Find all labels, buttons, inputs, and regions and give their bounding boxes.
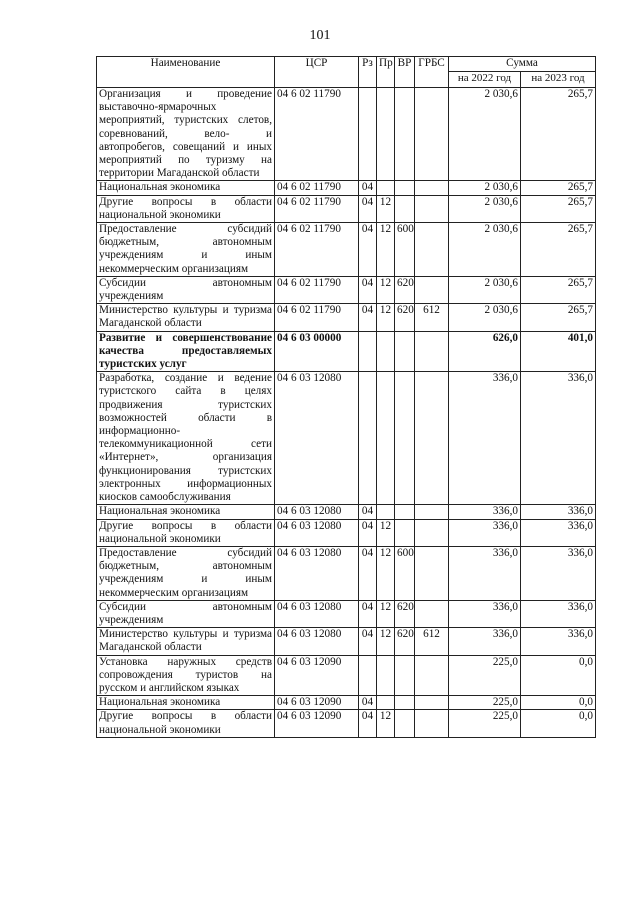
table-row xyxy=(97,696,596,710)
row-rz xyxy=(359,372,377,505)
row-pr xyxy=(377,88,395,181)
row-grbs xyxy=(415,195,449,222)
row-sum-2023: 0,0 xyxy=(521,696,596,710)
row-rz: 04 xyxy=(359,181,377,195)
header-sum: Сумма xyxy=(449,57,596,72)
row-vr: 600 xyxy=(395,223,415,277)
row-pr: 12 xyxy=(377,276,395,303)
table-row xyxy=(97,276,596,303)
row-sum-2023: 336,0 xyxy=(521,372,596,505)
row-sum-2023: 336,0 xyxy=(521,628,596,655)
row-grbs: 612 xyxy=(415,628,449,655)
row-pr xyxy=(377,505,395,519)
row-vr xyxy=(395,195,415,222)
row-name: Разработка, создание и ведение туристского сайта в целях продвижения туристских возможностей области в информационно-телекоммуникационной сети «Интернет», организация функционирования туристских электронных информационных киосков самообслуживания xyxy=(97,372,275,505)
row-sum-2023: 401,0 xyxy=(521,331,596,372)
row-vr: 620 xyxy=(395,304,415,331)
row-grbs xyxy=(415,223,449,277)
row-sum-2022: 336,0 xyxy=(449,628,521,655)
row-pr: 12 xyxy=(377,223,395,277)
header-csr: ЦСР xyxy=(275,57,359,88)
row-csr: 04 6 03 00000 xyxy=(275,331,359,372)
row-grbs xyxy=(415,519,449,546)
table-row xyxy=(97,88,596,181)
row-sum-2022: 336,0 xyxy=(449,546,521,600)
row-vr xyxy=(395,181,415,195)
row-pr: 12 xyxy=(377,628,395,655)
row-vr: 620 xyxy=(395,628,415,655)
row-name: Другие вопросы в области национальной экономики xyxy=(97,710,275,737)
header-rz: Рз xyxy=(359,57,377,88)
row-grbs xyxy=(415,181,449,195)
row-grbs xyxy=(415,372,449,505)
row-grbs xyxy=(415,546,449,600)
table-row xyxy=(97,181,596,195)
row-sum-2022: 336,0 xyxy=(449,372,521,505)
row-rz: 04 xyxy=(359,505,377,519)
row-vr xyxy=(395,655,415,696)
row-pr: 12 xyxy=(377,519,395,546)
header-name: Наименование xyxy=(97,57,275,88)
table-row xyxy=(97,519,596,546)
row-vr xyxy=(395,331,415,372)
table-row xyxy=(97,304,596,331)
row-csr: 04 6 03 12080 xyxy=(275,628,359,655)
header-year-2022: на 2022 год xyxy=(449,72,521,88)
row-name: Предоставление субсидий бюджетным, автономным учреждениям и иным некоммерческим организациям xyxy=(97,223,275,277)
row-csr: 04 6 02 11790 xyxy=(275,223,359,277)
row-name: Организация и проведение выставочно-ярмарочных мероприятий, туристских слетов, соревнований, вело- и автопробегов, совещаний и иных мероприятий по туризму на территории Магаданской области xyxy=(97,88,275,181)
row-vr: 620 xyxy=(395,276,415,303)
row-name: Субсидии автономным учреждениям xyxy=(97,276,275,303)
row-vr xyxy=(395,696,415,710)
row-csr: 04 6 03 12080 xyxy=(275,519,359,546)
header-vr: ВР xyxy=(395,57,415,88)
row-sum-2022: 2 030,6 xyxy=(449,88,521,181)
row-vr: 620 xyxy=(395,600,415,627)
row-rz xyxy=(359,331,377,372)
table-row xyxy=(97,372,596,505)
row-sum-2023: 265,7 xyxy=(521,223,596,277)
table-row xyxy=(97,195,596,222)
row-sum-2023: 0,0 xyxy=(521,710,596,737)
row-csr: 04 6 03 12090 xyxy=(275,655,359,696)
row-rz: 04 xyxy=(359,710,377,737)
row-csr: 04 6 02 11790 xyxy=(275,88,359,181)
row-sum-2023: 336,0 xyxy=(521,519,596,546)
row-grbs xyxy=(415,696,449,710)
row-pr xyxy=(377,655,395,696)
row-rz: 04 xyxy=(359,628,377,655)
row-name: Министерство культуры и туризма Магаданской области xyxy=(97,628,275,655)
row-csr: 04 6 03 12080 xyxy=(275,505,359,519)
table-header xyxy=(97,57,596,88)
row-csr: 04 6 02 11790 xyxy=(275,304,359,331)
row-rz: 04 xyxy=(359,195,377,222)
table-row xyxy=(97,600,596,627)
row-vr xyxy=(395,88,415,181)
row-sum-2023: 265,7 xyxy=(521,276,596,303)
row-rz: 04 xyxy=(359,696,377,710)
row-sum-2022: 336,0 xyxy=(449,519,521,546)
row-grbs xyxy=(415,600,449,627)
table-row xyxy=(97,710,596,737)
row-name: Министерство культуры и туризма Магаданской области xyxy=(97,304,275,331)
row-sum-2023: 336,0 xyxy=(521,505,596,519)
row-csr: 04 6 02 11790 xyxy=(275,195,359,222)
row-name: Развитие и совершенствование качества предоставляемых туристских услуг xyxy=(97,331,275,372)
row-sum-2022: 336,0 xyxy=(449,505,521,519)
row-grbs xyxy=(415,88,449,181)
row-name: Другие вопросы в области национальной экономики xyxy=(97,195,275,222)
row-csr: 04 6 03 12090 xyxy=(275,696,359,710)
row-csr: 04 6 02 11790 xyxy=(275,181,359,195)
row-sum-2022: 2 030,6 xyxy=(449,276,521,303)
row-rz: 04 xyxy=(359,276,377,303)
table-row xyxy=(97,223,596,277)
table-row xyxy=(97,628,596,655)
row-pr: 12 xyxy=(377,195,395,222)
row-pr: 12 xyxy=(377,546,395,600)
row-rz: 04 xyxy=(359,546,377,600)
table-row xyxy=(97,505,596,519)
page-number: 101 xyxy=(309,28,331,43)
row-name: Национальная экономика xyxy=(97,505,275,519)
row-sum-2022: 225,0 xyxy=(449,696,521,710)
row-sum-2022: 225,0 xyxy=(449,710,521,737)
row-rz: 04 xyxy=(359,223,377,277)
row-name: Субсидии автономным учреждениям xyxy=(97,600,275,627)
row-rz xyxy=(359,88,377,181)
row-sum-2022: 2 030,6 xyxy=(449,304,521,331)
row-sum-2022: 336,0 xyxy=(449,600,521,627)
row-pr xyxy=(377,696,395,710)
row-name: Национальная экономика xyxy=(97,181,275,195)
row-csr: 04 6 03 12080 xyxy=(275,546,359,600)
row-sum-2022: 2 030,6 xyxy=(449,181,521,195)
row-pr: 12 xyxy=(377,710,395,737)
row-name: Другие вопросы в области национальной экономики xyxy=(97,519,275,546)
table-row xyxy=(97,331,596,372)
row-pr xyxy=(377,181,395,195)
row-vr: 600 xyxy=(395,546,415,600)
row-sum-2023: 0,0 xyxy=(521,655,596,696)
row-csr: 04 6 03 12080 xyxy=(275,372,359,505)
row-pr xyxy=(377,331,395,372)
row-sum-2023: 265,7 xyxy=(521,88,596,181)
row-vr xyxy=(395,710,415,737)
row-vr xyxy=(395,519,415,546)
row-grbs xyxy=(415,276,449,303)
row-grbs xyxy=(415,655,449,696)
row-rz: 04 xyxy=(359,519,377,546)
row-rz: 04 xyxy=(359,600,377,627)
row-csr: 04 6 03 12080 xyxy=(275,600,359,627)
row-sum-2022: 626,0 xyxy=(449,331,521,372)
row-grbs: 612 xyxy=(415,304,449,331)
row-rz xyxy=(359,655,377,696)
row-pr: 12 xyxy=(377,600,395,627)
row-vr xyxy=(395,505,415,519)
row-sum-2023: 265,7 xyxy=(521,195,596,222)
table-row xyxy=(97,655,596,696)
row-sum-2022: 2 030,6 xyxy=(449,195,521,222)
row-name: Установка наружных средств сопровождения туристов на русском и английском языках xyxy=(97,655,275,696)
row-grbs xyxy=(415,505,449,519)
row-pr: 12 xyxy=(377,304,395,331)
row-sum-2023: 265,7 xyxy=(521,304,596,331)
row-csr: 04 6 03 12090 xyxy=(275,710,359,737)
row-grbs xyxy=(415,710,449,737)
row-rz: 04 xyxy=(359,304,377,331)
budget-table xyxy=(96,56,596,738)
row-pr xyxy=(377,372,395,505)
row-sum-2022: 225,0 xyxy=(449,655,521,696)
row-sum-2022: 2 030,6 xyxy=(449,223,521,277)
row-sum-2023: 336,0 xyxy=(521,600,596,627)
row-grbs xyxy=(415,331,449,372)
table-row xyxy=(97,546,596,600)
row-vr xyxy=(395,372,415,505)
header-grbs: ГРБС xyxy=(415,57,449,88)
row-name: Национальная экономика xyxy=(97,696,275,710)
row-csr: 04 6 02 11790 xyxy=(275,276,359,303)
table-body xyxy=(97,88,596,738)
row-sum-2023: 336,0 xyxy=(521,546,596,600)
header-pr: Пр xyxy=(377,57,395,88)
row-name: Предоставление субсидий бюджетным, автономным учреждениям и иным некоммерческим организациям xyxy=(97,546,275,600)
row-sum-2023: 265,7 xyxy=(521,181,596,195)
header-year-2023: на 2023 год xyxy=(521,72,596,88)
